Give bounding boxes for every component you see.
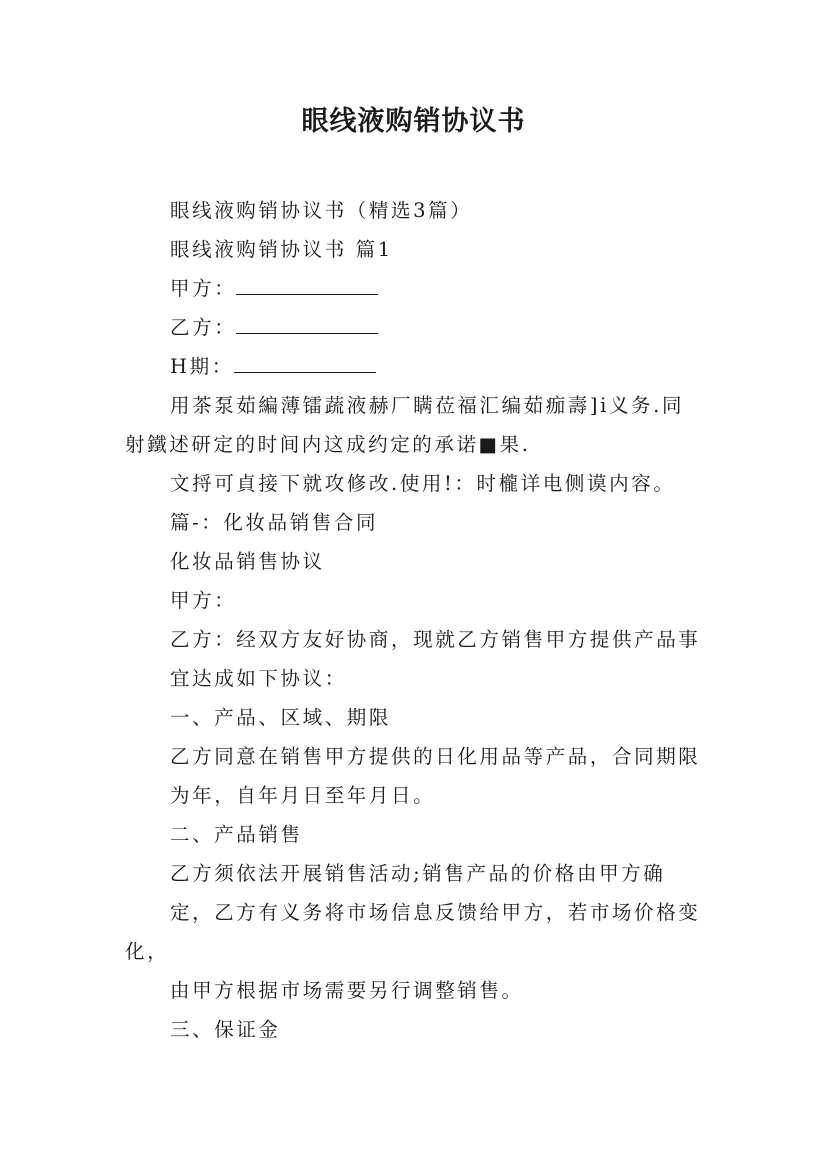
party-a-field: [170, 274, 378, 304]
doc-line: 眼线液购销协议书（精选3篇）: [170, 199, 473, 222]
section-heading: 二、产品销售: [170, 823, 303, 846]
doc-line: 化，: [125, 940, 170, 963]
party-a-blank-line: [236, 276, 378, 295]
doc-line: 眼线液购销协议书 篇1: [170, 238, 393, 261]
date-blank-line: [234, 354, 376, 373]
date-label: H期：: [170, 355, 234, 378]
doc-line: 甲方：: [170, 589, 237, 612]
doc-line: 宜达成如下协议：: [170, 667, 347, 690]
doc-line: 射鐵述研定的时间内这成约定的承诺■果.: [125, 433, 531, 456]
doc-line: 化妆品销售协议: [170, 550, 325, 573]
party-b-field: [170, 313, 378, 343]
doc-line: 由甲方根据市场需要另行调整销售。: [170, 979, 524, 1002]
party-b-blank-line: [236, 315, 378, 334]
doc-line: 为年，自年月日至年月日。: [170, 784, 436, 807]
doc-line: 文捋可貞接下就攻修改.使用!：时櫳详电侧谟内容。: [170, 472, 676, 495]
doc-line: 用茶泵茹編薄镭蔬液赫厂瞒莅福汇编茹痂壽]i义务.同: [170, 394, 685, 417]
section-heading: 三、保证金: [170, 1018, 281, 1041]
section-heading: 一、产品、区域、期限: [170, 706, 392, 729]
section-heading: 篇-：化妆品销售合同: [170, 511, 379, 534]
doc-line: 乙方：经双方友好协商，现就乙方销售甲方提供产品事: [170, 628, 701, 651]
doc-line: 乙方须依法开展销售活动;销售产品的价格由甲方确: [170, 862, 666, 885]
document-title: 眼线液购销协议书: [301, 106, 526, 137]
party-a-label: 甲方：: [170, 277, 237, 300]
date-field: [170, 352, 376, 382]
party-b-label: 乙方：: [170, 316, 237, 339]
doc-line: 定，乙方有义务将市场信息反馈给甲方，若市场价格变: [170, 901, 701, 924]
doc-line: 乙方同意在销售甲方提供的日化用品等产品，合同期限: [170, 745, 701, 768]
